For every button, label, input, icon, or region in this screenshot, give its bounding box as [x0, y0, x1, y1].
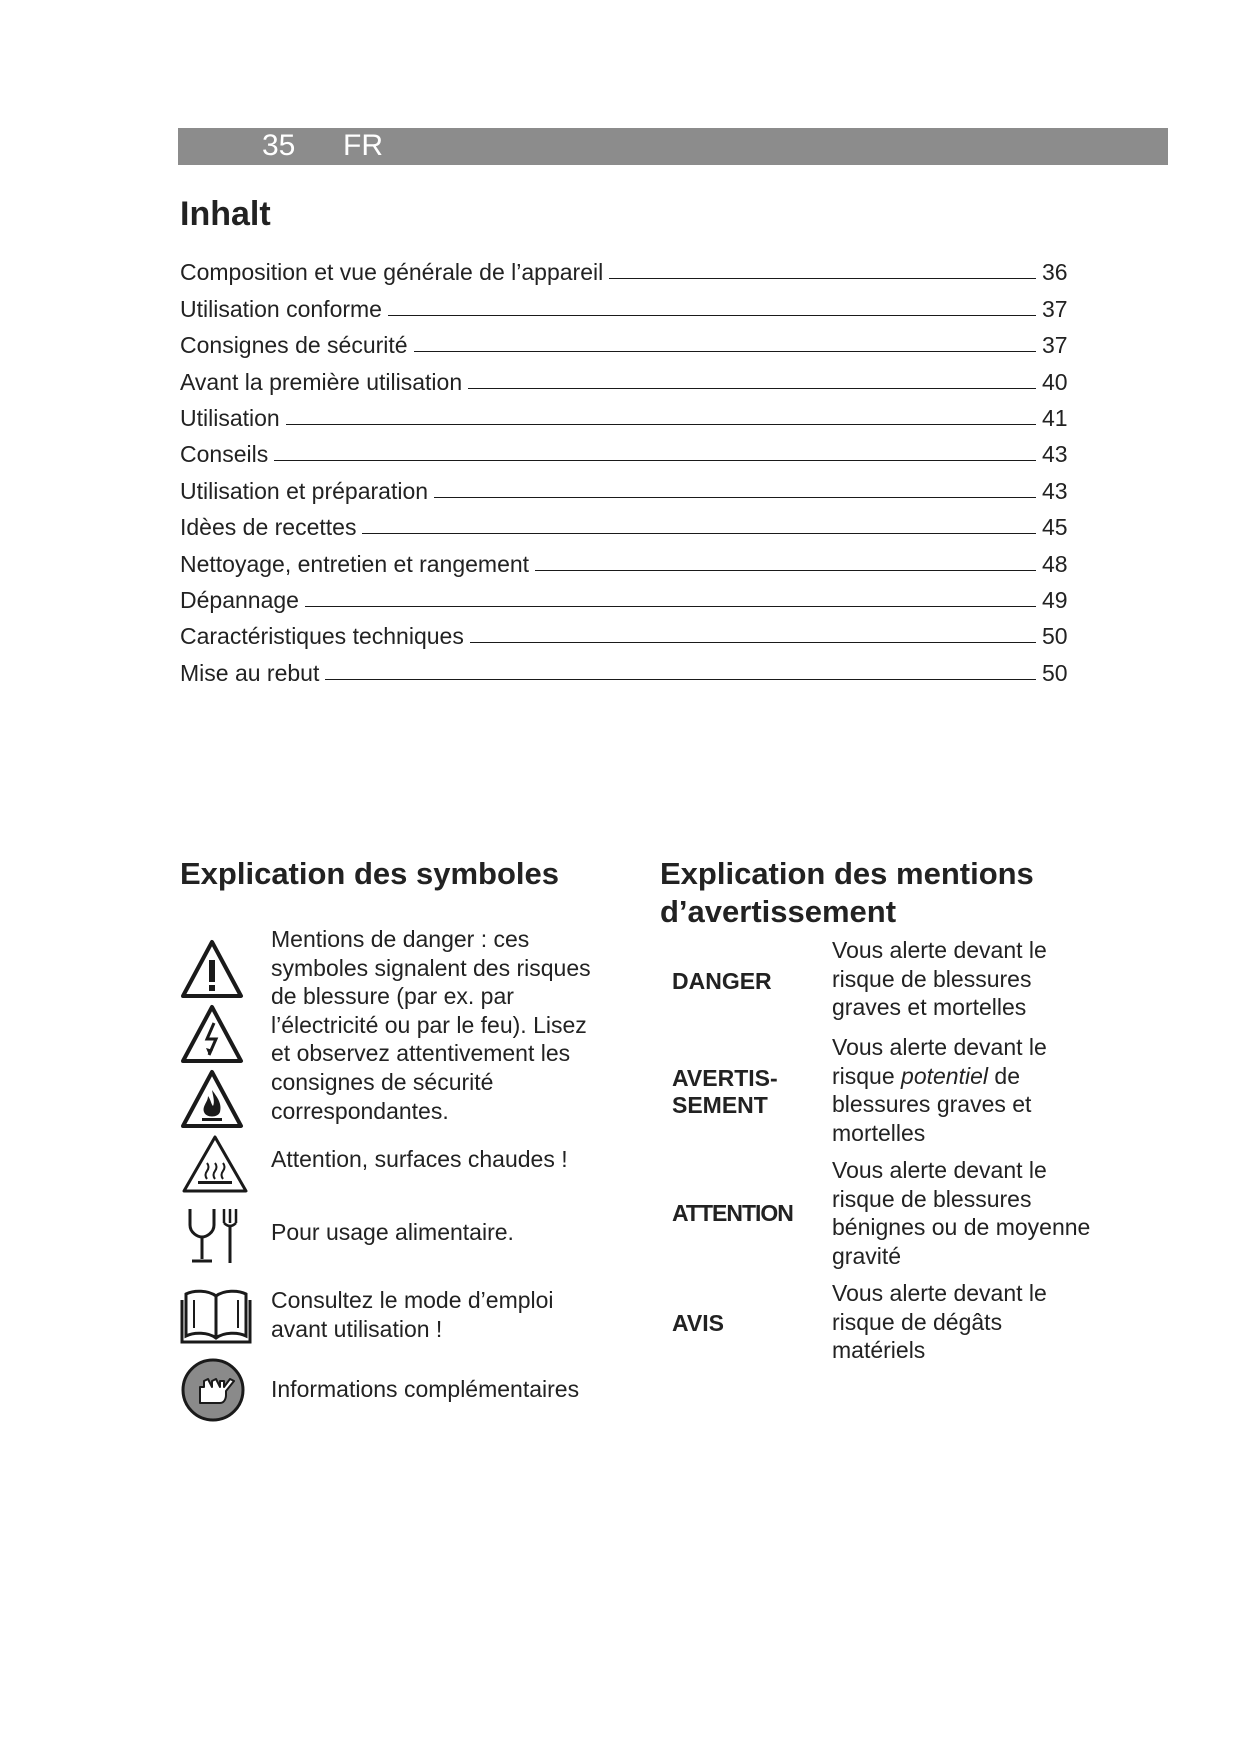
toc-leader-line [434, 497, 1036, 498]
signal-desc-suffix: de blessures graves et mortelles [832, 1062, 1032, 1146]
food-safe-icon [184, 1205, 240, 1272]
page-header-bar [178, 128, 1168, 165]
toc-entry-page: 41 [1042, 404, 1068, 431]
toc-entry-label: Avant la première utilisation [180, 368, 463, 395]
toc-leader-line [274, 460, 1036, 461]
symbol-text-food-safe: Pour usage alimentaire. [271, 1219, 514, 1245]
signal-desc-emphasis: potentiel [901, 1062, 989, 1089]
toc-entry-label: Consignes de sécurité [180, 332, 408, 359]
info-hand-icon [180, 1357, 246, 1428]
toc-entry-page: 48 [1042, 550, 1068, 577]
toc-entry [180, 650, 1080, 686]
toc-leader-line [362, 533, 1036, 534]
toc-leader-line [286, 424, 1036, 425]
toc-entry-label: Composition et vue générale de l’appareil [180, 259, 604, 286]
toc-entry-label: Dépannage [180, 586, 299, 613]
toc-leader-line [388, 315, 1036, 316]
general-danger-icon [180, 938, 244, 1005]
toc-leader-line [535, 570, 1036, 571]
toc-leader-line [470, 642, 1036, 643]
toc-title: Inhalt [180, 195, 271, 233]
toc-leader-line [325, 679, 1036, 680]
toc-entry [180, 286, 1080, 322]
toc-leader-line [468, 388, 1036, 389]
signal-desc-avis: Vous alerte devant le risque de dégâts matériels [832, 1280, 1047, 1364]
symbols-section-title: Explication des symboles [180, 856, 560, 891]
symbol-text-danger: Mentions de danger : ces symboles signalent des risques de blessure (par ex. par l’électricité ou par le feu). Lisez et observez attentivement les consignes de sécurité correspondantes. [271, 926, 591, 1124]
toc-entry-label: Idèes de recettes [180, 514, 357, 541]
toc-entry-label: Caractéristiques techniques [180, 623, 464, 650]
page-number: 35 [262, 129, 296, 162]
signal-desc-danger: Vous alerte devant le risque de blessures graves et mortelles [832, 937, 1047, 1021]
fire-hazard-icon [180, 1068, 244, 1135]
toc-entry-page: 40 [1042, 368, 1068, 395]
language-code: FR [343, 129, 383, 162]
symbol-text-manual: Consultez le mode d’emploi avant utilisation ! [271, 1287, 554, 1342]
toc-entry [180, 432, 1080, 468]
toc-entry-page: 50 [1042, 659, 1068, 686]
hot-surface-icon [180, 1133, 250, 1200]
toc-entry-label: Mise au rebut [180, 659, 320, 686]
toc-entry-label: Utilisation conforme [180, 295, 382, 322]
toc-entry-page: 37 [1042, 332, 1068, 359]
signal-desc-attention: Vous alerte devant le risque de blessures bénignes ou de moyenne gravité [832, 1157, 1091, 1269]
electric-hazard-icon [180, 1003, 244, 1070]
toc-entry-page: 50 [1042, 623, 1068, 650]
manual-book-icon [180, 1286, 252, 1351]
toc-entry-page: 37 [1042, 295, 1068, 322]
toc-entry-label: Conseils [180, 441, 269, 468]
toc-entry [180, 541, 1080, 577]
signal-word-attention: ATTENTION [672, 1200, 793, 1226]
toc-leader-line [305, 606, 1036, 607]
toc-entry [180, 578, 1080, 614]
toc-entry-label: Utilisation [180, 404, 280, 431]
signal-desc-prefix: Vous alerte devant le risque [832, 1034, 1047, 1089]
toc-entry [180, 396, 1080, 432]
signal-word-avertissement: AVERTIS-SEMENT [672, 1065, 778, 1118]
toc-leader-line [609, 278, 1036, 279]
toc-entry-page: 43 [1042, 477, 1068, 504]
toc-entry [180, 505, 1080, 541]
toc-entry [180, 359, 1080, 395]
toc-entry [180, 468, 1080, 504]
warnings-section-title: Explication des mentions d’avertissement [660, 856, 1034, 929]
toc-entry [180, 250, 1080, 286]
toc-entry-page: 36 [1042, 259, 1068, 286]
toc-entry-page: 45 [1042, 514, 1068, 541]
table-of-contents [180, 250, 1080, 687]
toc-leader-line [414, 351, 1036, 352]
toc-entry-label: Utilisation et préparation [180, 477, 429, 504]
signal-word-avis: AVIS [672, 1310, 724, 1336]
toc-entry-label: Nettoyage, entretien et rangement [180, 550, 530, 577]
signal-desc-avertissement [832, 1033, 1092, 1147]
toc-entry [180, 323, 1080, 359]
toc-entry [180, 614, 1080, 650]
symbol-text-info: Informations complémentaires [271, 1376, 580, 1402]
toc-entry-page: 43 [1042, 441, 1068, 468]
symbol-text-hot-surface: Attention, surfaces chaudes ! [271, 1146, 568, 1172]
signal-word-danger: DANGER [672, 968, 772, 994]
toc-entry-page: 49 [1042, 586, 1068, 613]
